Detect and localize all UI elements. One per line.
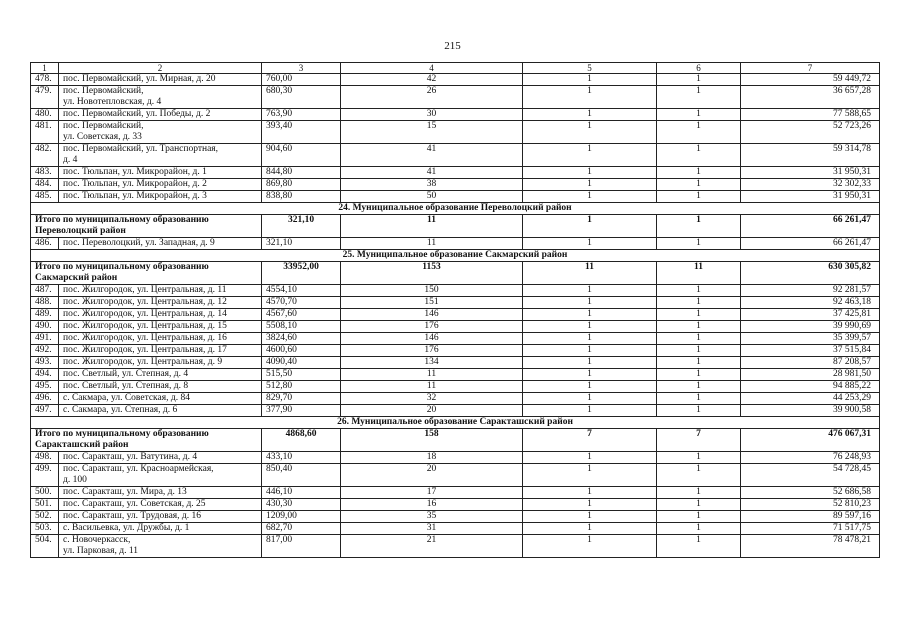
residents-cell: 42 bbox=[341, 74, 523, 86]
count-cell: 1 bbox=[523, 464, 657, 487]
amount-cell: 66 261,47 bbox=[741, 215, 880, 238]
count-cell: 1 bbox=[523, 487, 657, 499]
area-cell: 763,90 bbox=[262, 109, 341, 121]
count-cell: 1 bbox=[657, 109, 741, 121]
amount-cell: 52 723,26 bbox=[741, 121, 880, 144]
row-number-cell: 496. bbox=[31, 393, 59, 405]
row-number-cell: 487. bbox=[31, 285, 59, 297]
section-heading-row bbox=[31, 203, 880, 215]
count-cell: 1 bbox=[657, 487, 741, 499]
amount-cell: 31 950,31 bbox=[741, 167, 880, 179]
address-cell: пос. Жилгородок, ул. Центральная, д. 11 bbox=[59, 285, 262, 297]
row-number-cell: 481. bbox=[31, 121, 59, 144]
address-cell: пос. Саракташ, ул. Советская, д. 25 bbox=[59, 499, 262, 511]
table-row bbox=[31, 285, 880, 297]
residents-cell: 18 bbox=[341, 452, 523, 464]
amount-cell: 37 515,84 bbox=[741, 345, 880, 357]
row-number-cell: 503. bbox=[31, 523, 59, 535]
table-row bbox=[31, 405, 880, 417]
count-cell: 1 bbox=[657, 297, 741, 309]
count-cell: 1 bbox=[523, 86, 657, 109]
count-cell: 7 bbox=[523, 429, 657, 452]
area-cell: 321,10 bbox=[262, 215, 341, 238]
area-cell: 5508,10 bbox=[262, 321, 341, 333]
count-cell: 1 bbox=[657, 333, 741, 345]
count-cell: 1 bbox=[523, 215, 657, 238]
area-cell: 33952,00 bbox=[262, 262, 341, 285]
count-cell: 1 bbox=[657, 321, 741, 333]
residents-cell: 20 bbox=[341, 464, 523, 487]
amount-cell: 87 208,57 bbox=[741, 357, 880, 369]
section-heading-row bbox=[31, 250, 880, 262]
address-cell: с. Сакмара, ул. Советская, д. 84 bbox=[59, 393, 262, 405]
count-cell: 1 bbox=[657, 535, 741, 558]
total-row bbox=[31, 262, 880, 285]
count-cell: 1 bbox=[657, 464, 741, 487]
table-row bbox=[31, 333, 880, 345]
header-cell: 5 bbox=[523, 63, 657, 74]
table-row bbox=[31, 393, 880, 405]
amount-cell: 28 981,50 bbox=[741, 369, 880, 381]
address-cell: пос. Тюльпан, ул. Микрорайон, д. 2 bbox=[59, 179, 262, 191]
header-cell: 7 bbox=[741, 63, 880, 74]
row-number-cell: 495. bbox=[31, 381, 59, 393]
table-header-row bbox=[31, 63, 880, 74]
count-cell: 1 bbox=[523, 121, 657, 144]
address-cell: пос. Жилгородок, ул. Центральная, д. 12 bbox=[59, 297, 262, 309]
row-number-cell: 504. bbox=[31, 535, 59, 558]
count-cell: 1 bbox=[657, 179, 741, 191]
address-cell: с. Сакмара, ул. Степная, д. 6 bbox=[59, 405, 262, 417]
table-row bbox=[31, 381, 880, 393]
residents-cell: 30 bbox=[341, 109, 523, 121]
section-heading: 26. Муниципальное образование Саракташский район bbox=[31, 417, 880, 429]
area-cell: 512,80 bbox=[262, 381, 341, 393]
total-label: Итого по муниципальному образованию Саракташский район bbox=[31, 429, 262, 452]
count-cell: 1 bbox=[523, 405, 657, 417]
row-number-cell: 501. bbox=[31, 499, 59, 511]
table-row bbox=[31, 464, 880, 487]
amount-cell: 630 305,82 bbox=[741, 262, 880, 285]
address-cell: пос. Жилгородок, ул. Центральная, д. 14 bbox=[59, 309, 262, 321]
residents-cell: 26 bbox=[341, 86, 523, 109]
count-cell: 1 bbox=[657, 452, 741, 464]
address-cell: пос. Первомайский, ул. Транспортная, д. 4 bbox=[59, 144, 262, 167]
area-cell: 4868,60 bbox=[262, 429, 341, 452]
residents-cell: 16 bbox=[341, 499, 523, 511]
area-cell: 4600,60 bbox=[262, 345, 341, 357]
row-number-cell: 488. bbox=[31, 297, 59, 309]
residents-cell: 32 bbox=[341, 393, 523, 405]
amount-cell: 39 990,69 bbox=[741, 321, 880, 333]
amount-cell: 44 253,29 bbox=[741, 393, 880, 405]
residents-cell: 11 bbox=[341, 381, 523, 393]
count-cell: 1 bbox=[523, 393, 657, 405]
address-cell: пос. Жилгородок, ул. Центральная, д. 16 bbox=[59, 333, 262, 345]
residents-cell: 146 bbox=[341, 309, 523, 321]
table-row bbox=[31, 321, 880, 333]
count-cell: 1 bbox=[523, 499, 657, 511]
count-cell: 1 bbox=[523, 191, 657, 203]
area-cell: 377,90 bbox=[262, 405, 341, 417]
count-cell: 1 bbox=[523, 74, 657, 86]
table-row bbox=[31, 369, 880, 381]
count-cell: 1 bbox=[657, 381, 741, 393]
address-cell: с. Новочеркасск, ул. Парковая, д. 11 bbox=[59, 535, 262, 558]
area-cell: 515,50 bbox=[262, 369, 341, 381]
residents-cell: 146 bbox=[341, 333, 523, 345]
address-cell: пос. Саракташ, ул. Мира, д. 13 bbox=[59, 487, 262, 499]
area-cell: 1209,00 bbox=[262, 511, 341, 523]
address-cell: пос. Жилгородок, ул. Центральная, д. 15 bbox=[59, 321, 262, 333]
count-cell: 1 bbox=[657, 345, 741, 357]
amount-cell: 39 900,58 bbox=[741, 405, 880, 417]
amount-cell: 92 463,18 bbox=[741, 297, 880, 309]
count-cell: 1 bbox=[657, 369, 741, 381]
residents-cell: 35 bbox=[341, 511, 523, 523]
area-cell: 680,30 bbox=[262, 86, 341, 109]
table-row bbox=[31, 523, 880, 535]
amount-cell: 59 449,72 bbox=[741, 74, 880, 86]
amount-cell: 59 314,78 bbox=[741, 144, 880, 167]
table-row bbox=[31, 144, 880, 167]
count-cell: 1 bbox=[523, 523, 657, 535]
table-body bbox=[31, 63, 880, 558]
table-row bbox=[31, 74, 880, 86]
table-row bbox=[31, 345, 880, 357]
amount-cell: 71 517,75 bbox=[741, 523, 880, 535]
address-cell: пос. Переволоцкий, ул. Западная, д. 9 bbox=[59, 238, 262, 250]
count-cell: 1 bbox=[523, 369, 657, 381]
amount-cell: 89 597,16 bbox=[741, 511, 880, 523]
row-number-cell: 484. bbox=[31, 179, 59, 191]
total-label: Итого по муниципальному образованию Сакмарский район bbox=[31, 262, 262, 285]
count-cell: 1 bbox=[523, 321, 657, 333]
count-cell: 1 bbox=[523, 345, 657, 357]
count-cell: 11 bbox=[523, 262, 657, 285]
residents-cell: 50 bbox=[341, 191, 523, 203]
address-cell: пос. Жилгородок, ул. Центральная, д. 9 bbox=[59, 357, 262, 369]
count-cell: 1 bbox=[657, 144, 741, 167]
residents-cell: 38 bbox=[341, 179, 523, 191]
address-cell: пос. Первомайский, ул. Новотепловская, д. 4 bbox=[59, 86, 262, 109]
residents-cell: 41 bbox=[341, 167, 523, 179]
address-cell: пос. Тюльпан, ул. Микрорайон, д. 1 bbox=[59, 167, 262, 179]
address-cell: пос. Светлый, ул. Степная, д. 4 bbox=[59, 369, 262, 381]
row-number-cell: 499. bbox=[31, 464, 59, 487]
count-cell: 1 bbox=[657, 511, 741, 523]
amount-cell: 36 657,28 bbox=[741, 86, 880, 109]
amount-cell: 94 885,22 bbox=[741, 381, 880, 393]
row-number-cell: 480. bbox=[31, 109, 59, 121]
residents-cell: 158 bbox=[341, 429, 523, 452]
area-cell: 321,10 bbox=[262, 238, 341, 250]
area-cell: 430,30 bbox=[262, 499, 341, 511]
count-cell: 1 bbox=[523, 238, 657, 250]
count-cell: 1 bbox=[523, 357, 657, 369]
table-row bbox=[31, 309, 880, 321]
row-number-cell: 478. bbox=[31, 74, 59, 86]
count-cell: 1 bbox=[657, 285, 741, 297]
residents-cell: 11 bbox=[341, 238, 523, 250]
table-row bbox=[31, 191, 880, 203]
count-cell: 1 bbox=[523, 511, 657, 523]
row-number-cell: 498. bbox=[31, 452, 59, 464]
count-cell: 1 bbox=[657, 74, 741, 86]
count-cell: 1 bbox=[657, 215, 741, 238]
count-cell: 1 bbox=[523, 167, 657, 179]
address-cell: пос. Жилгородок, ул. Центральная, д. 17 bbox=[59, 345, 262, 357]
amount-cell: 92 281,57 bbox=[741, 285, 880, 297]
row-number-cell: 491. bbox=[31, 333, 59, 345]
header-cell: 2 bbox=[59, 63, 262, 74]
row-number-cell: 492. bbox=[31, 345, 59, 357]
amount-cell: 52 810,23 bbox=[741, 499, 880, 511]
header-cell: 3 bbox=[262, 63, 341, 74]
housing-table bbox=[30, 62, 880, 558]
table-row bbox=[31, 121, 880, 144]
residents-cell: 17 bbox=[341, 487, 523, 499]
area-cell: 682,70 bbox=[262, 523, 341, 535]
row-number-cell: 490. bbox=[31, 321, 59, 333]
area-cell: 446,10 bbox=[262, 487, 341, 499]
residents-cell: 134 bbox=[341, 357, 523, 369]
count-cell: 1 bbox=[657, 238, 741, 250]
count-cell: 1 bbox=[523, 333, 657, 345]
amount-cell: 35 399,57 bbox=[741, 333, 880, 345]
amount-cell: 78 478,21 bbox=[741, 535, 880, 558]
row-number-cell: 479. bbox=[31, 86, 59, 109]
row-number-cell: 502. bbox=[31, 511, 59, 523]
count-cell: 1 bbox=[657, 86, 741, 109]
count-cell: 1 bbox=[657, 405, 741, 417]
area-cell: 433,10 bbox=[262, 452, 341, 464]
table-row bbox=[31, 511, 880, 523]
area-cell: 850,40 bbox=[262, 464, 341, 487]
count-cell: 1 bbox=[657, 499, 741, 511]
area-cell: 3824,60 bbox=[262, 333, 341, 345]
amount-cell: 54 728,45 bbox=[741, 464, 880, 487]
amount-cell: 77 588,65 bbox=[741, 109, 880, 121]
area-cell: 393,40 bbox=[262, 121, 341, 144]
count-cell: 1 bbox=[657, 167, 741, 179]
amount-cell: 32 302,33 bbox=[741, 179, 880, 191]
residents-cell: 176 bbox=[341, 321, 523, 333]
residents-cell: 31 bbox=[341, 523, 523, 535]
row-number-cell: 497. bbox=[31, 405, 59, 417]
area-cell: 4570,70 bbox=[262, 297, 341, 309]
area-cell: 904,60 bbox=[262, 144, 341, 167]
residents-cell: 15 bbox=[341, 121, 523, 144]
header-cell: 4 bbox=[341, 63, 523, 74]
residents-cell: 11 bbox=[341, 369, 523, 381]
area-cell: 838,80 bbox=[262, 191, 341, 203]
residents-cell: 20 bbox=[341, 405, 523, 417]
table-row bbox=[31, 167, 880, 179]
address-cell: с. Васильевка, ул. Дружбы, д. 1 bbox=[59, 523, 262, 535]
count-cell: 1 bbox=[657, 309, 741, 321]
row-number-cell: 494. bbox=[31, 369, 59, 381]
count-cell: 1 bbox=[523, 535, 657, 558]
address-cell: пос. Саракташ, ул. Ватутина, д. 4 bbox=[59, 452, 262, 464]
count-cell: 1 bbox=[657, 191, 741, 203]
row-number-cell: 483. bbox=[31, 167, 59, 179]
count-cell: 1 bbox=[657, 121, 741, 144]
header-cell: 6 bbox=[657, 63, 741, 74]
residents-cell: 151 bbox=[341, 297, 523, 309]
address-cell: пос. Первомайский, ул. Советская, д. 33 bbox=[59, 121, 262, 144]
table-row bbox=[31, 179, 880, 191]
total-row bbox=[31, 215, 880, 238]
count-cell: 11 bbox=[657, 262, 741, 285]
total-label: Итого по муниципальному образованию Переволоцкий район bbox=[31, 215, 262, 238]
table-row bbox=[31, 357, 880, 369]
row-number-cell: 489. bbox=[31, 309, 59, 321]
area-cell: 760,00 bbox=[262, 74, 341, 86]
amount-cell: 37 425,81 bbox=[741, 309, 880, 321]
header-cell: 1 bbox=[31, 63, 59, 74]
area-cell: 829,70 bbox=[262, 393, 341, 405]
address-cell: пос. Тюльпан, ул. Микрорайон, д. 3 bbox=[59, 191, 262, 203]
row-number-cell: 485. bbox=[31, 191, 59, 203]
row-number-cell: 500. bbox=[31, 487, 59, 499]
residents-cell: 11 bbox=[341, 215, 523, 238]
area-cell: 869,80 bbox=[262, 179, 341, 191]
total-row bbox=[31, 429, 880, 452]
table-row bbox=[31, 487, 880, 499]
count-cell: 1 bbox=[523, 309, 657, 321]
address-cell: пос. Саракташ, ул. Красноармейская, д. 100 bbox=[59, 464, 262, 487]
table-row bbox=[31, 499, 880, 511]
row-number-cell: 493. bbox=[31, 357, 59, 369]
area-cell: 844,80 bbox=[262, 167, 341, 179]
table-row bbox=[31, 86, 880, 109]
address-cell: пос. Первомайский, ул. Мирная, д. 20 bbox=[59, 74, 262, 86]
count-cell: 1 bbox=[657, 523, 741, 535]
count-cell: 1 bbox=[523, 109, 657, 121]
count-cell: 1 bbox=[657, 357, 741, 369]
table-row bbox=[31, 297, 880, 309]
count-cell: 1 bbox=[523, 381, 657, 393]
area-cell: 817,00 bbox=[262, 535, 341, 558]
count-cell: 1 bbox=[523, 144, 657, 167]
residents-cell: 41 bbox=[341, 144, 523, 167]
amount-cell: 66 261,47 bbox=[741, 238, 880, 250]
section-heading: 24. Муниципальное образование Переволоцкий район bbox=[31, 203, 880, 215]
count-cell: 1 bbox=[523, 285, 657, 297]
residents-cell: 21 bbox=[341, 535, 523, 558]
section-heading-row bbox=[31, 417, 880, 429]
table-row bbox=[31, 109, 880, 121]
amount-cell: 76 248,93 bbox=[741, 452, 880, 464]
section-heading: 25. Муниципальное образование Сакмарский район bbox=[31, 250, 880, 262]
address-cell: пос. Первомайский, ул. Победы, д. 2 bbox=[59, 109, 262, 121]
count-cell: 1 bbox=[523, 179, 657, 191]
row-number-cell: 482. bbox=[31, 144, 59, 167]
address-cell: пос. Саракташ, ул. Трудовая, д. 16 bbox=[59, 511, 262, 523]
residents-cell: 176 bbox=[341, 345, 523, 357]
area-cell: 4567,60 bbox=[262, 309, 341, 321]
row-number-cell: 486. bbox=[31, 238, 59, 250]
amount-cell: 31 950,31 bbox=[741, 191, 880, 203]
residents-cell: 1153 bbox=[341, 262, 523, 285]
amount-cell: 52 686,58 bbox=[741, 487, 880, 499]
address-cell: пос. Светлый, ул. Степная, д. 8 bbox=[59, 381, 262, 393]
residents-cell: 150 bbox=[341, 285, 523, 297]
area-cell: 4554,10 bbox=[262, 285, 341, 297]
count-cell: 1 bbox=[657, 393, 741, 405]
count-cell: 1 bbox=[523, 297, 657, 309]
area-cell: 4090,40 bbox=[262, 357, 341, 369]
count-cell: 1 bbox=[523, 452, 657, 464]
count-cell: 7 bbox=[657, 429, 741, 452]
amount-cell: 476 067,31 bbox=[741, 429, 880, 452]
table-row bbox=[31, 535, 880, 558]
page-number: 215 bbox=[444, 40, 461, 52]
table-row bbox=[31, 238, 880, 250]
table-row bbox=[31, 452, 880, 464]
